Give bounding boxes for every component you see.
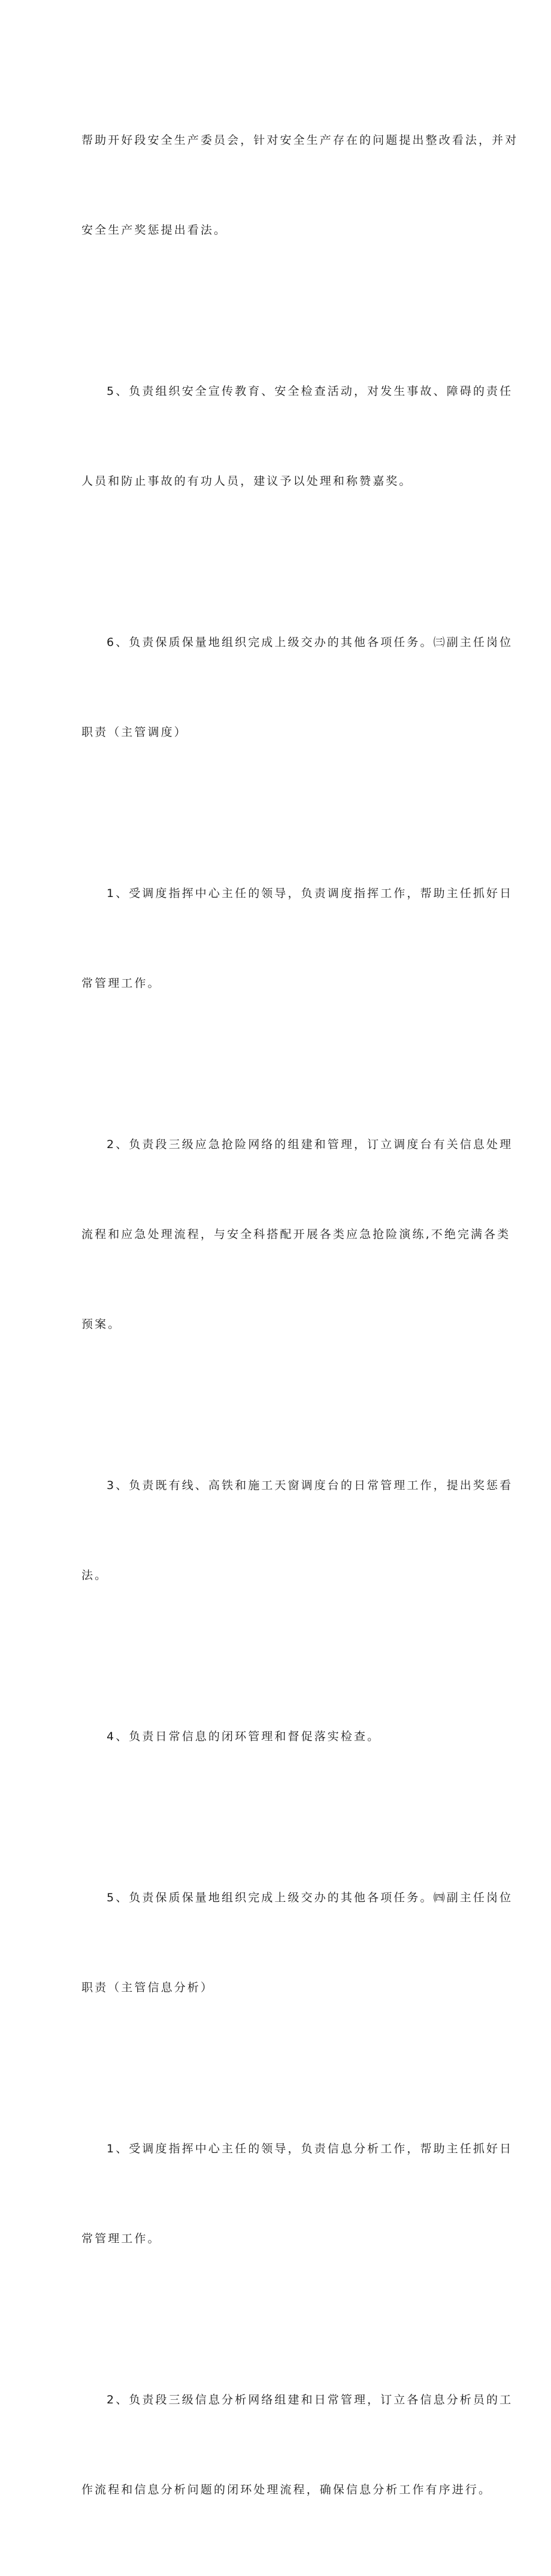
document-body [81,65,519,2576]
paragraph [81,1411,513,1650]
paragraph [81,2325,513,2565]
text-line: 1、受调度指挥中心主任的领导，负责调度指挥工作，帮助主任抓好日 [107,887,513,900]
text-line: 人员和防止事故的有功人员，建议予以处理和称赞嘉奖。 [81,475,413,488]
text-line: 2、负责段三级应急抢险网络的组建和管理，订立调度台有关信息处理 [107,1138,513,1151]
text-line: 5、负责保质保量地组织完成上级交办的其他各项任务。㈣副主任岗位 [107,1891,513,1904]
paragraph [81,1070,513,1399]
text-line: 作流程和信息分析问题的闭环处理流程，确保信息分析工作有序进行。 [81,2483,492,2496]
text-line: 流程和应急处理流程，与安全科搭配开展各类应急抢险演练,不绝完满各类 [81,1228,511,1241]
text-line: 预案。 [81,1318,122,1331]
text-line: 1、受调度指挥中心主任的领导，负责信息分析工作，帮助主任抓好日 [107,2142,513,2155]
text-line: 常管理工作。 [81,977,161,990]
text-line: 职责（主管调度） [81,726,187,739]
text-line: 6、负责保质保量地组织完成上级交办的其他各项任务。㈢副主任岗位 [107,636,513,649]
paragraph [81,2074,513,2314]
paragraph [81,819,513,1058]
text-line: 帮助开好段安全生产委员会，针对安全生产存在的问题提出整改看法，并对 [81,134,519,147]
text-line: 法。 [81,1569,108,1582]
text-line: 常管理工作。 [81,2232,161,2245]
paragraph [81,567,513,807]
text-line: 2、负责段三级信息分析网络组建和日常管理，订立各信息分析员的工 [107,2393,513,2406]
text-line: 4、负责日常信息的闭环管理和督促落实检查。 [107,1730,381,1743]
paragraph [81,316,513,556]
text-line: 职责（主管信息分析） [81,1981,214,1994]
text-line: 3、负责既有线、高铁和施工天窗调度台的日常管理工作，提出奖惩看 [107,1479,513,1492]
text-line: 5、负责组织安全宣传教育、安全检查活动，对发生事故、障碍的责任 [107,385,513,398]
paragraph [81,65,519,305]
text-line: 安全生产奖惩提出看法。 [81,224,228,237]
paragraph [81,1823,513,2062]
paragraph [81,1662,473,1811]
